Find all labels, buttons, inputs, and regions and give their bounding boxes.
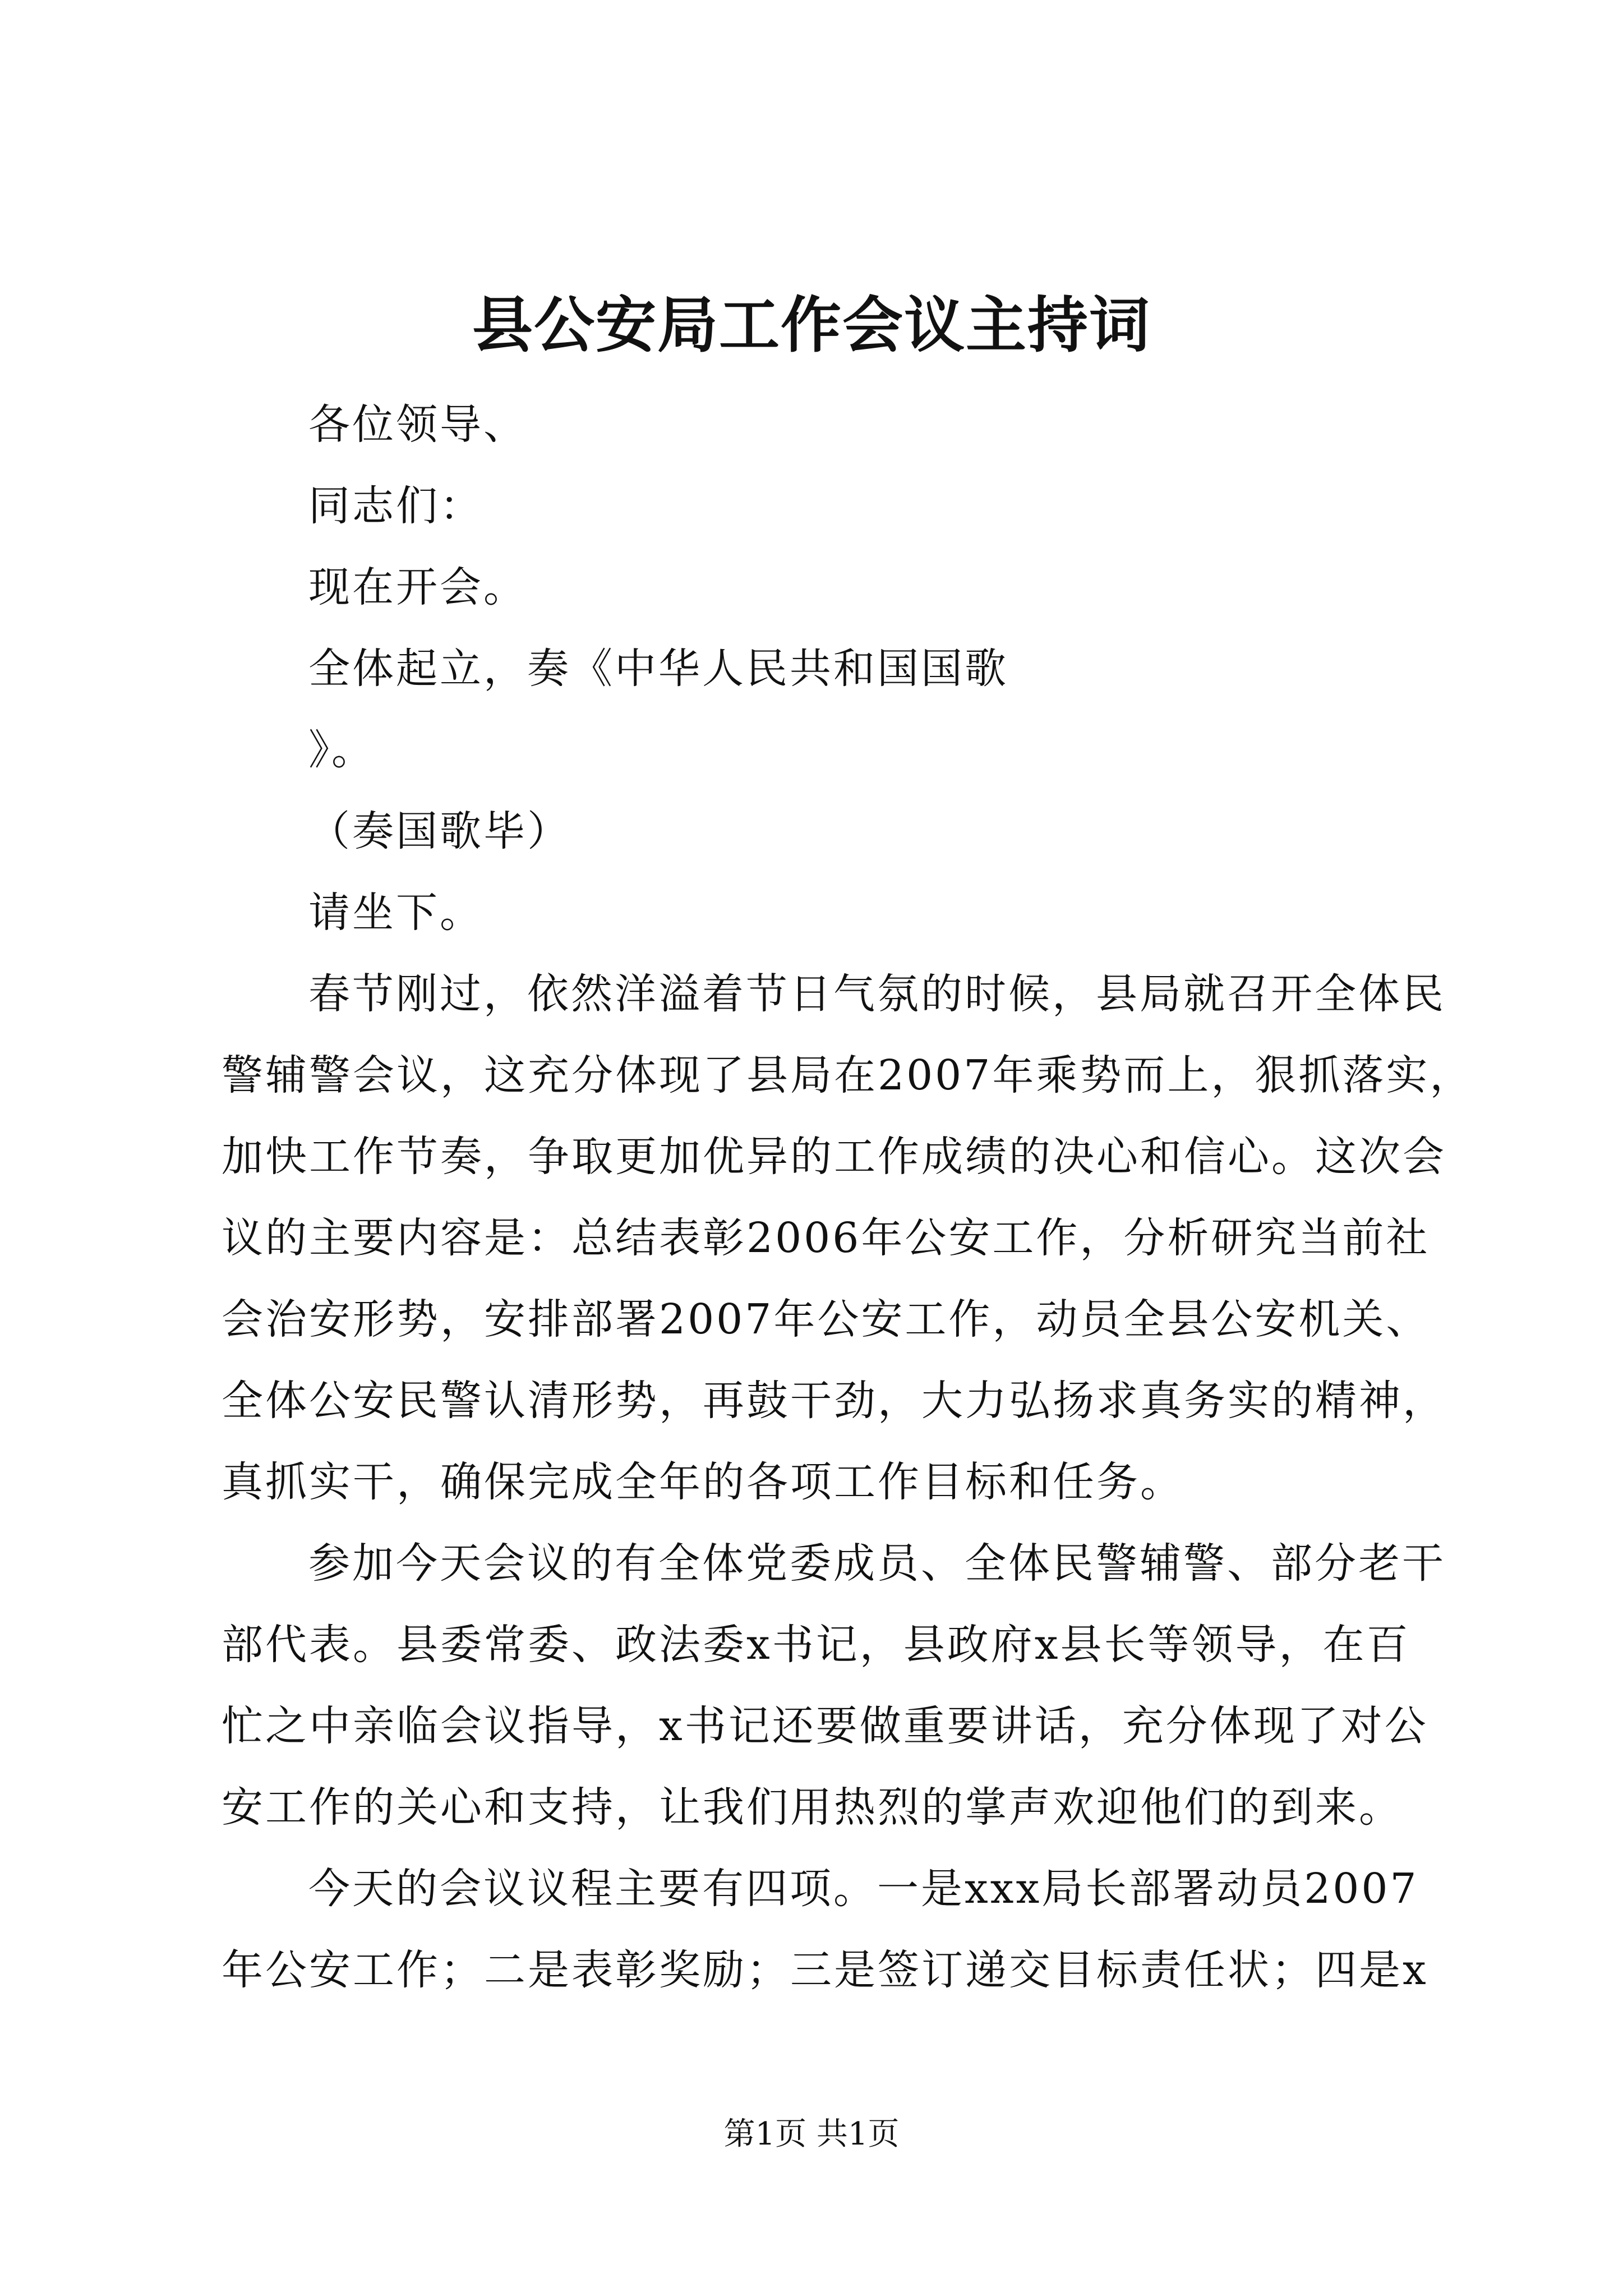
anthem-done-line: （奏国歌毕） xyxy=(308,807,571,855)
greeting-line-2: 同志们： xyxy=(308,482,483,530)
paragraph-line: 春节刚过，依然洋溢着节日气氛的时候，县局就召开全体民 xyxy=(308,970,1446,1018)
paragraph-line: 年公安工作；二是表彰奖励；三是签订递交目标责任状；四是x xyxy=(222,1946,1428,1994)
paragraph-2 xyxy=(222,1523,1446,1848)
paragraph-line: 议的主要内容是：总结表彰2006年公安工作，分析研究当前社 xyxy=(222,1214,1430,1262)
opening-line: 现在开会。 xyxy=(308,563,527,611)
paragraph-1 xyxy=(222,954,1474,1523)
paragraph-line: 会治安形势，安排部署2007年公安工作，动员全县公安机关、 xyxy=(222,1295,1430,1343)
paragraph-line: 部代表。县委常委、政法委x书记，县政府x县长等领导，在百 xyxy=(222,1621,1410,1669)
paragraph-line: 全体公安民警认清形势，再鼓干劲，大力弘扬求真务实的精神， xyxy=(222,1377,1446,1425)
sit-down-line: 请坐下。 xyxy=(308,889,483,937)
paragraph-line: 参加今天会议的有全体党委成员、全体民警辅警、部分老干 xyxy=(308,1539,1446,1588)
paragraph-line: 真抓实干，确保完成全年的各项工作目标和任务。 xyxy=(222,1458,1184,1506)
greeting-line-1: 各位领导、 xyxy=(308,401,527,449)
paragraph-line: 忙之中亲临会议指导，x书记还要做重要讲话，充分体现了对公 xyxy=(222,1702,1428,1750)
paragraph-line: 警辅警会议，这充分体现了县局在2007年乘势而上，狠抓落实， xyxy=(222,1051,1474,1099)
paragraph-line: 今天的会议议程主要有四项。一是xxx局长部署动员2007 xyxy=(308,1865,1419,1913)
paragraph-line: 安工作的关心和支持，让我们用热烈的掌声欢迎他们的到来。 xyxy=(222,1783,1403,1832)
document-title: 县公安局工作会议主持词 xyxy=(472,290,1151,361)
anthem-line-2: 》。 xyxy=(308,726,375,774)
paragraph-line: 加快工作节奏，争取更加优异的工作成绩的决心和信心。这次会 xyxy=(222,1133,1446,1181)
anthem-line-1: 全体起立，奏《中华人民共和国国歌 xyxy=(308,645,1008,693)
page-footer: 第1页 共1页 xyxy=(723,2116,900,2152)
paragraph-3 xyxy=(222,1848,1427,2011)
document-body xyxy=(222,384,1474,2011)
